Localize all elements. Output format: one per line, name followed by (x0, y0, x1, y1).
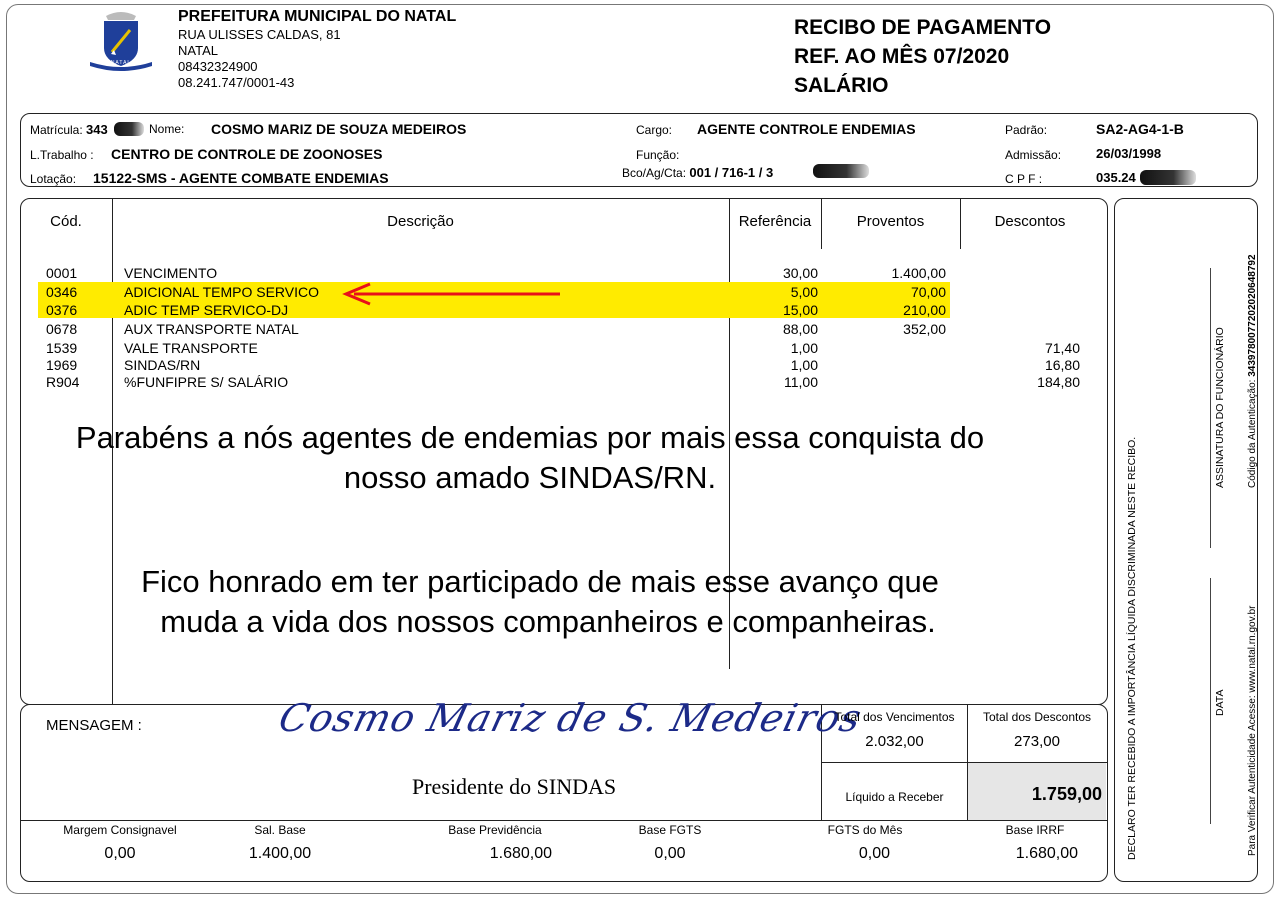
nome-label: Nome: (149, 122, 185, 136)
mensagem-label: MENSAGEM : (46, 717, 142, 734)
nome-value: COSMO MARIZ DE SOUZA MEDEIROS (211, 121, 467, 137)
table-row (124, 373, 288, 391)
cell-desc: VENCIMENTO (124, 265, 218, 281)
header-proventos: Proventos (856, 213, 925, 230)
cell-ref: 15,00 (782, 302, 818, 318)
cell-cod: 0001 (46, 265, 78, 281)
cell-desc: %FUNFIPRE S/ SALÁRIO (124, 374, 289, 390)
redaction-bar (1140, 170, 1196, 185)
cell-prov: 210,00 (903, 302, 946, 318)
base-label: Sal. Base (254, 823, 306, 837)
cpf-value: 035.24 (1096, 170, 1136, 185)
liquido-label: Líquido a Receber (845, 790, 944, 804)
funcao-label: Função: (636, 148, 680, 162)
verificar-text: Para Verificar Autenticidade Acesse: www.natal.rn.gov.br (1247, 605, 1258, 856)
base-value: 0,00 (104, 845, 136, 862)
cell-desc: ADIC TEMP SERVICO-DJ (124, 302, 289, 318)
table-row (124, 320, 299, 338)
cell-prov: 1.400,00 (891, 265, 946, 281)
declaro-text: DECLARO TER RECEBIDO A IMPORTÂNCIA LÍQUIDA DISCRIMINADA NESTE RECIBO. (1126, 436, 1138, 860)
data-text: DATA (1214, 689, 1226, 716)
base-value: 0,00 (654, 845, 686, 862)
admissao-value: 26/03/1998 (1096, 146, 1162, 161)
base-label: Base FGTS (638, 823, 702, 837)
cell-ref: 88,00 (782, 321, 818, 337)
codigo-autenticacao (1247, 254, 1258, 488)
ltrabalho-label: L.Trabalho : (30, 148, 94, 162)
signature-line (1210, 268, 1211, 548)
total-vencimentos-value: 2.032,00 (865, 733, 924, 750)
overlay-message-line1: Parabéns a nós agentes de endemias por mais essa conquista do (75, 420, 985, 455)
signature-area (270, 666, 867, 766)
row-divider (21, 820, 1107, 821)
base-label: FGTS do Mês (827, 823, 903, 837)
cell-ref: 11,00 (784, 374, 818, 390)
red-arrow-icon (340, 282, 566, 308)
base-value: 0,00 (858, 845, 890, 862)
table-row (46, 301, 77, 319)
base-label: Margem Consignavel (63, 823, 177, 837)
receipt-reference: REF. AO MÊS 07/2020 (794, 45, 1010, 68)
cell-ref: 30,00 (782, 265, 818, 281)
redaction-bar (114, 122, 144, 136)
bco-field (622, 165, 773, 180)
cell-prov: 70,00 (910, 284, 946, 300)
cpf-label: C P F : (1005, 172, 1043, 186)
redaction-bar (813, 164, 869, 178)
org-address: RUA ULISSES CALDAS, 81 (178, 27, 341, 42)
overlay-message-line3: Fico honrado em ter participado de mais esse avanço que (141, 564, 939, 599)
org-phone: 08432324900 (178, 59, 258, 74)
cell-prov: 352,00 (903, 321, 946, 337)
table-row (124, 301, 288, 319)
base-value: 1.680,00 (489, 845, 552, 862)
table-row (46, 356, 77, 374)
org-city: NATAL (178, 43, 218, 58)
cell-descto: 16,80 (1044, 357, 1080, 373)
table-row (46, 339, 77, 357)
table-row (124, 264, 217, 282)
cell-cod: 1539 (46, 340, 78, 356)
bco-value: 001 / 716-1 / 3 (689, 165, 774, 180)
org-name: PREFEITURA MUNICIPAL DO NATAL (178, 8, 457, 25)
bco-label: Bco/Ag/Cta: (622, 166, 687, 180)
cell-cod: 1969 (46, 357, 78, 373)
overlay-message-line4: muda a vida dos nossos companheiros e companheiras. (160, 604, 936, 639)
cell-cod: R904 (46, 374, 80, 390)
cell-desc: SINDAS/RN (124, 357, 201, 373)
cell-desc: AUX TRANSPORTE NATAL (124, 321, 299, 337)
table-row (46, 373, 79, 391)
cargo-value: AGENTE CONTROLE ENDEMIAS (697, 121, 916, 137)
matricula-value: 343 (86, 122, 108, 137)
cell-ref: 1,00 (790, 340, 818, 356)
cell-cod: 0678 (46, 321, 78, 337)
codigo-label: Código da Autenticação: (1247, 379, 1258, 488)
header-cod: Cód. (50, 213, 82, 230)
cell-descto: 184,80 (1037, 374, 1080, 390)
table-row (46, 264, 77, 282)
lotacao-label: Lotação: (30, 172, 77, 186)
cell-ref: 5,00 (790, 284, 818, 300)
total-vencimentos-label: Total dos Vencimentos (834, 710, 955, 724)
assinatura-text: ASSINATURA DO FUNCIONÁRIO (1214, 327, 1226, 488)
ltrabalho-value: CENTRO DE CONTROLE DE ZOONOSES (111, 146, 383, 162)
table-row (124, 283, 319, 301)
padrao-label: Padrão: (1005, 123, 1048, 137)
matricula-field (30, 122, 108, 137)
cell-desc: VALE TRANSPORTE (124, 340, 258, 356)
column-divider (821, 199, 822, 249)
receipt-type: SALÁRIO (794, 74, 889, 97)
cell-ref: 1,00 (790, 357, 818, 373)
overlay-message-line2: nosso amado SINDAS/RN. (343, 460, 717, 495)
cell-cod: 0346 (46, 284, 78, 300)
matricula-label: Matrícula: (30, 123, 83, 137)
logo-text: NATAL (110, 60, 132, 66)
receipt-title: RECIBO DE PAGAMENTO (794, 16, 1052, 39)
cargo-label: Cargo: (636, 123, 673, 137)
base-label: Base IRRF (1005, 823, 1065, 837)
base-value: 1.680,00 (1015, 845, 1078, 862)
lotacao-value: 15122-SMS - AGENTE COMBATE ENDEMIAS (93, 170, 389, 186)
header-referencia: Referência (738, 213, 812, 230)
handwritten-signature: Cosmo Mariz de S. Medeiros (274, 696, 867, 740)
table-row (124, 356, 200, 374)
table-row (46, 320, 77, 338)
city-logo (86, 8, 156, 72)
admissao-label: Admissão: (1005, 148, 1062, 162)
base-label: Base Previdência (448, 823, 542, 837)
signature-caption: Presidente do SINDAS (412, 774, 617, 799)
codigo-value: 3439780077202020648792 (1247, 254, 1258, 377)
total-descontos-label: Total dos Descontos (982, 710, 1092, 724)
header-descontos: Descontos (994, 213, 1066, 230)
cell-desc: ADICIONAL TEMPO SERVICO (124, 284, 320, 300)
cell-cod: 0376 (46, 302, 78, 318)
padrao-value: SA2-AG4-1-B (1096, 121, 1184, 137)
date-line (1210, 578, 1211, 824)
org-cnpj: 08.241.747/0001-43 (178, 75, 295, 90)
total-descontos-value: 273,00 (1014, 733, 1060, 750)
table-row (46, 283, 77, 301)
liquido-value: 1.759,00 (1031, 784, 1102, 804)
table-row (124, 339, 258, 357)
column-divider (960, 199, 961, 249)
base-value: 1.400,00 (248, 845, 312, 862)
header-descricao: Descrição (387, 213, 454, 230)
cell-descto: 71,40 (1044, 340, 1080, 356)
